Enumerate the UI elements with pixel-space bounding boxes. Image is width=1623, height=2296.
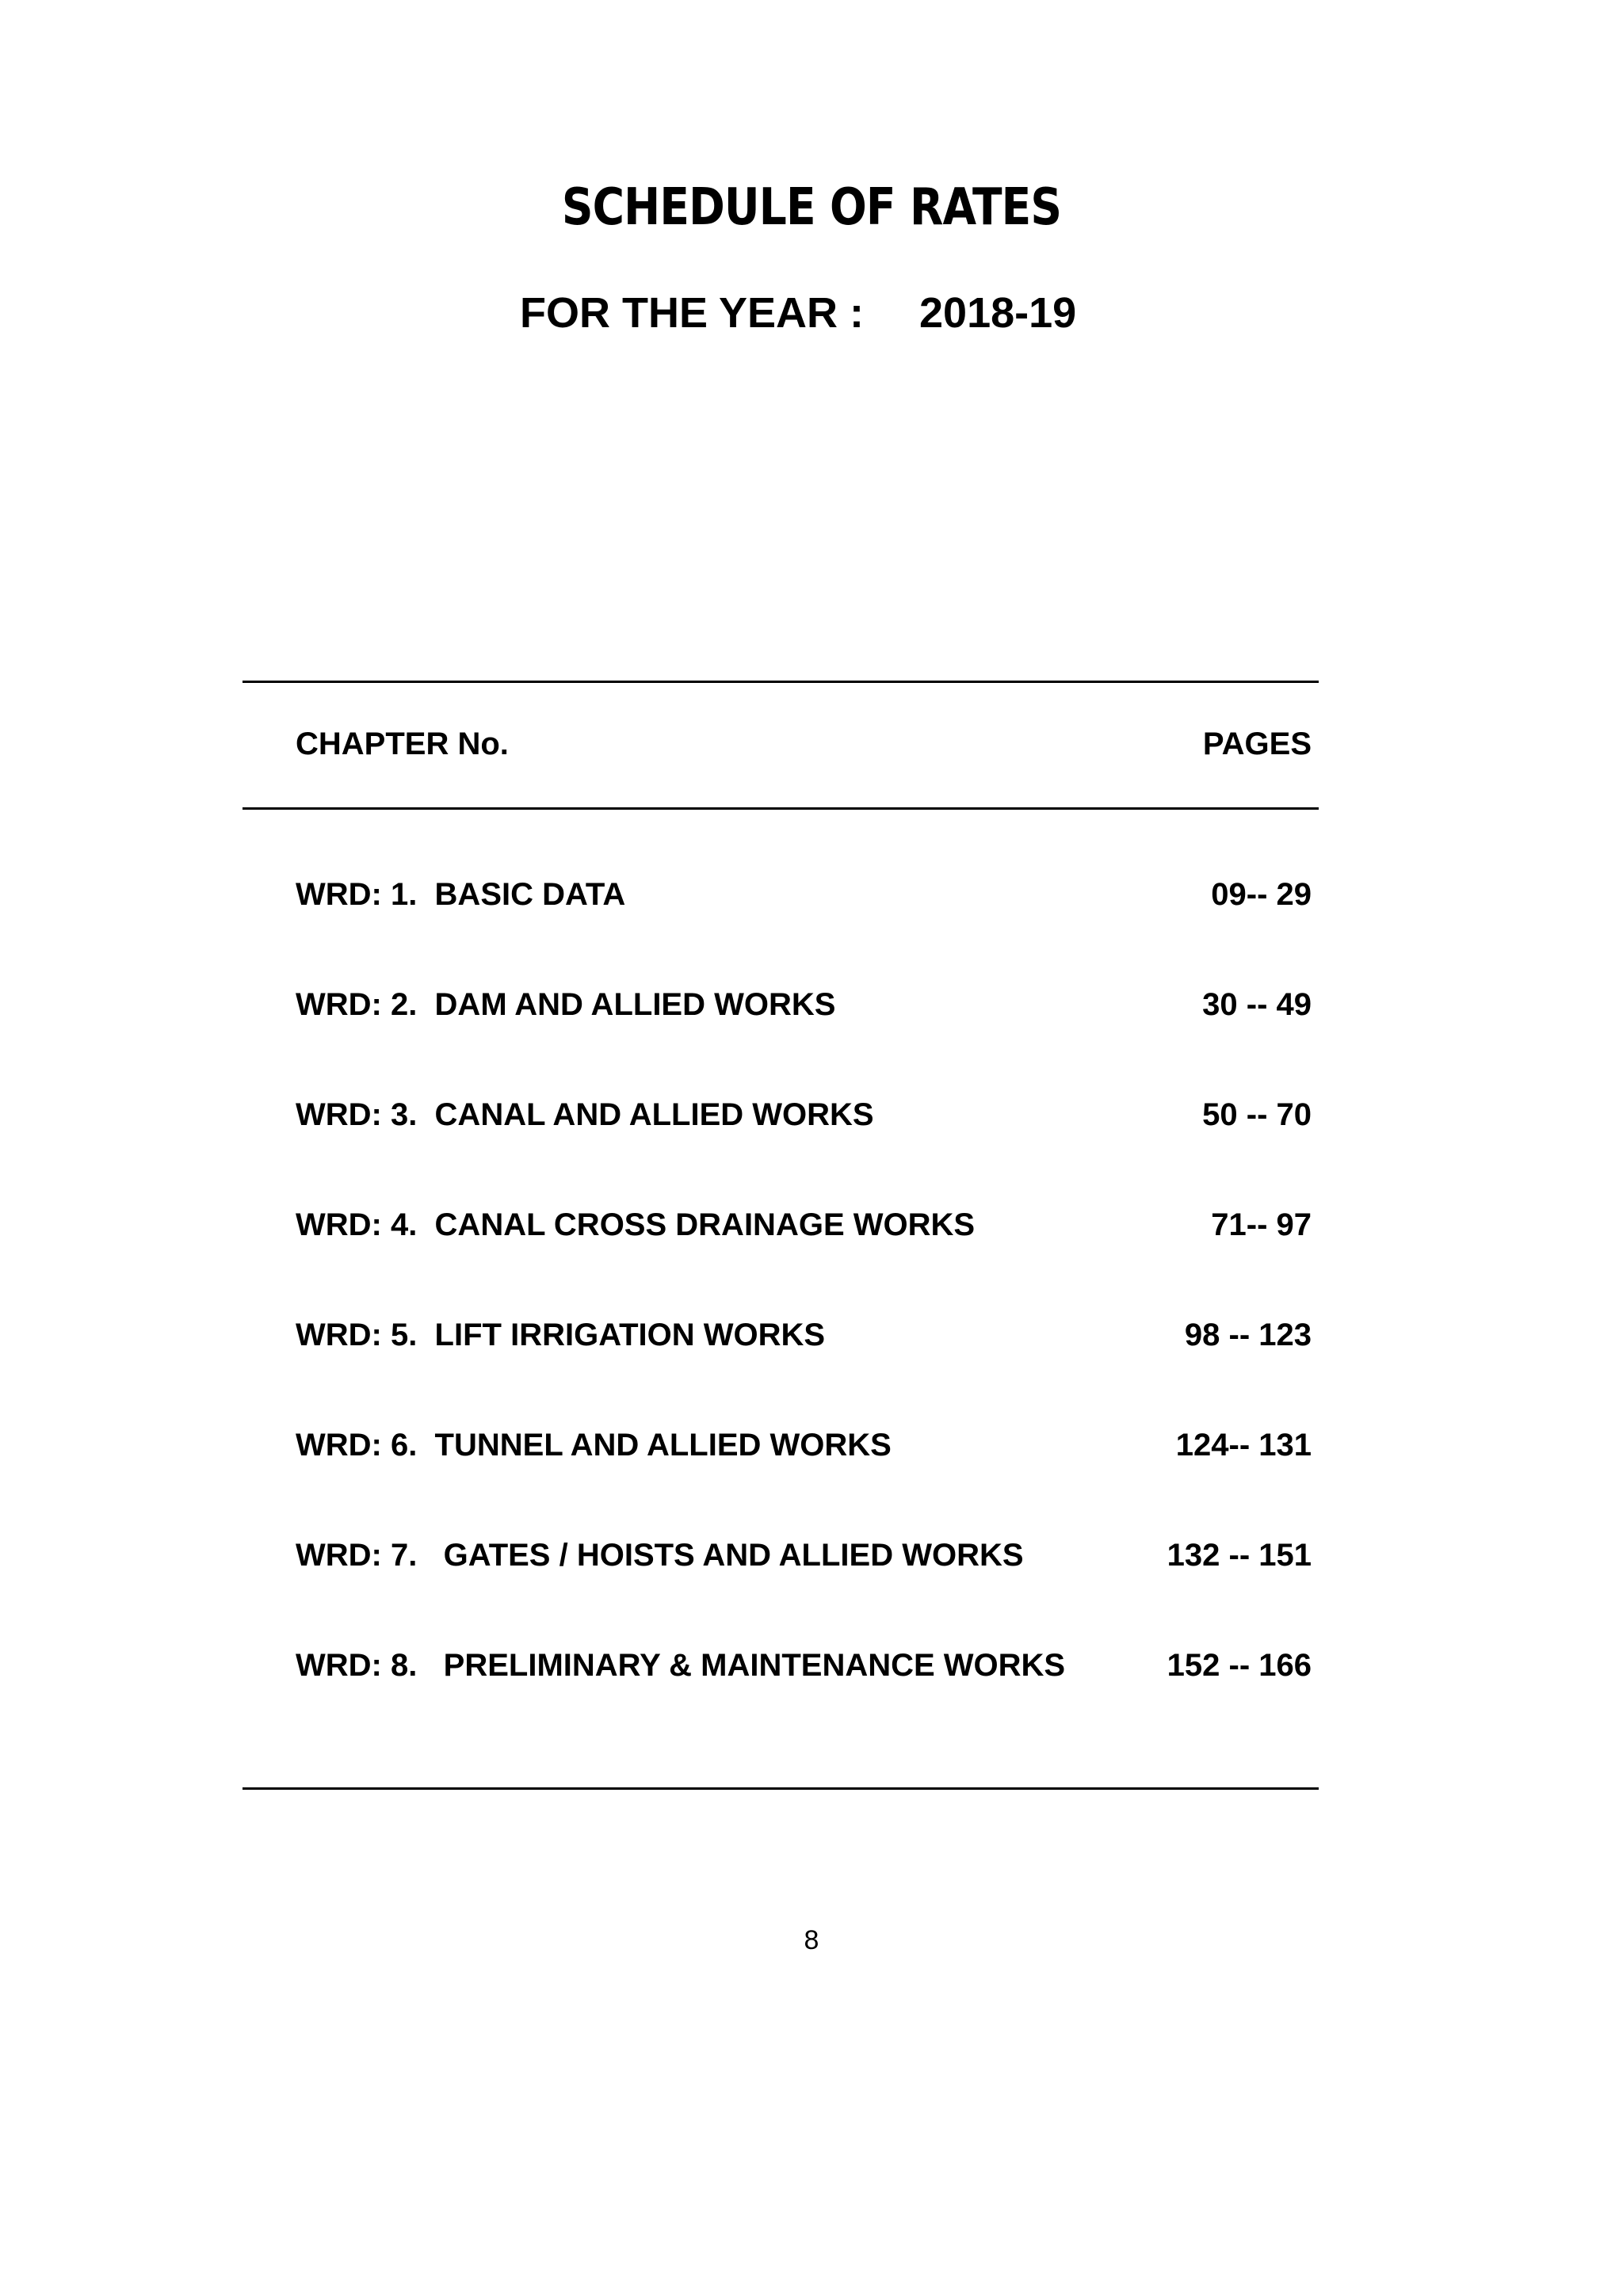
chapter-pages: 50 -- 70 [1202,1097,1312,1132]
chapter-row [296,1207,1312,1318]
chapter-title: WRD: 5. LIFT IRRIGATION WORKS [296,1318,826,1352]
chapter-row [296,1648,1312,1758]
chapter-title: WRD: 4. CANAL CROSS DRAINAGE WORKS [296,1207,976,1242]
chapter-title: WRD: 3. CANAL AND ALLIED WORKS [296,1097,874,1132]
column-header-chapter: CHAPTER No. [296,727,509,761]
chapter-row [296,1097,1312,1207]
chapter-title: WRD: 1. BASIC DATA [296,877,626,912]
chapter-row [296,1538,1312,1648]
chapter-row [296,1318,1312,1428]
chapter-pages: 30 -- 49 [1202,987,1312,1022]
document-title: SCHEDULE OF RATES [561,178,1062,237]
chapter-title: WRD: 2. DAM AND ALLIED WORKS [296,987,836,1022]
chapter-pages: 152 -- 166 [1167,1648,1312,1683]
year-line [0,288,1623,344]
chapter-pages: 98 -- 123 [1184,1318,1312,1352]
chapter-pages: 71-- 97 [1211,1207,1312,1242]
chapter-pages: 124-- 131 [1175,1428,1312,1463]
chapter-row [296,1428,1312,1538]
chapter-title: WRD: 6. TUNNEL AND ALLIED WORKS [296,1428,892,1463]
chapter-row [296,987,1312,1097]
chapter-pages: 09-- 29 [1211,877,1312,912]
table-top-rule [242,681,1319,683]
year-label: FOR THE YEAR : [520,289,865,337]
table-bottom-rule [242,1787,1319,1790]
chapter-pages: 132 -- 151 [1167,1538,1312,1573]
table-header-rule [242,807,1319,810]
chapter-list [296,877,1312,1758]
column-header-pages: PAGES [1202,727,1312,761]
chapter-row [296,877,1312,987]
page-number: 8 [804,1925,819,1955]
year-value: 2018-19 [919,289,1077,337]
chapter-title: WRD: 8. PRELIMINARY & MAINTENANCE WORKS [296,1648,1066,1683]
chapter-title: WRD: 7. GATES / HOISTS AND ALLIED WORKS [296,1538,1024,1573]
